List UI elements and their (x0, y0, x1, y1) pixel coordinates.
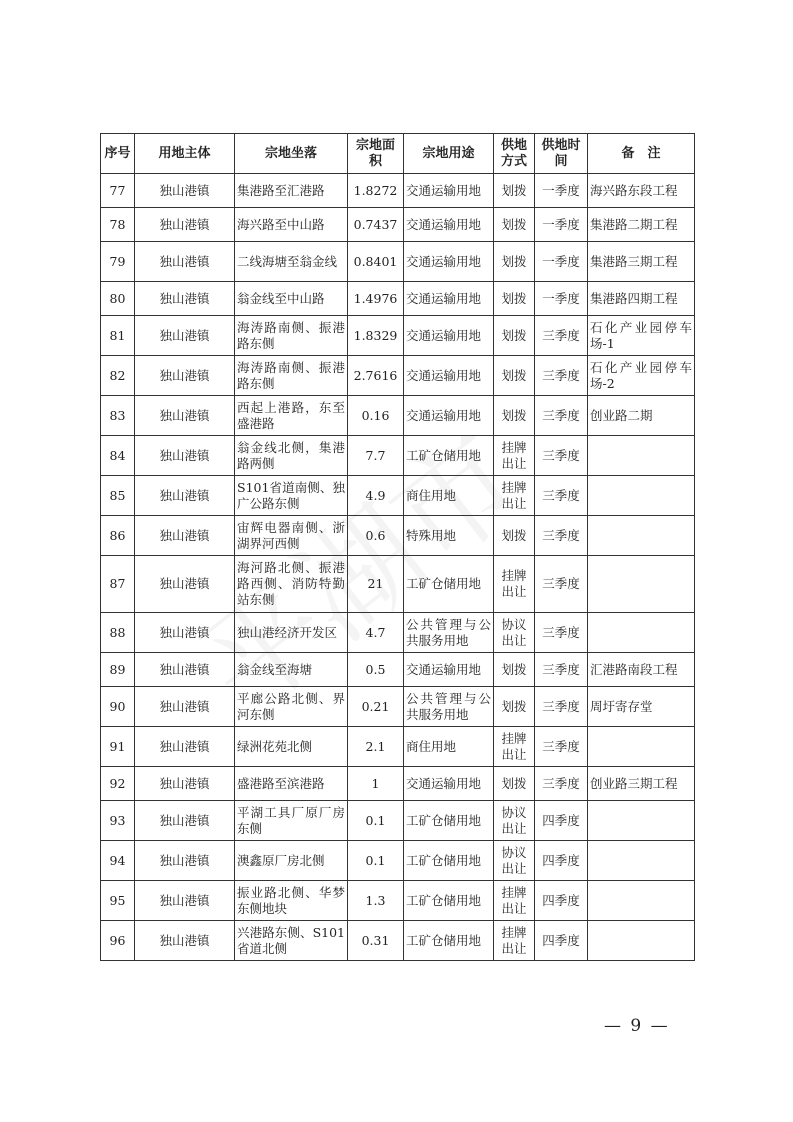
header-location: 宗地坐落 (235, 134, 348, 174)
seq-cell: 80 (101, 282, 135, 316)
seq-cell: 89 (101, 653, 135, 687)
remark-cell (588, 436, 695, 476)
subject-cell: 独山港镇 (135, 242, 235, 282)
subject-cell: 独山港镇 (135, 727, 235, 767)
table-row (101, 356, 695, 396)
table-row (101, 767, 695, 801)
table-row (101, 174, 695, 208)
supply-time-cell: 三季度 (535, 687, 588, 727)
supply-time-cell: 三季度 (535, 767, 588, 801)
supply-method-cell: 划拨 (494, 653, 535, 687)
remark-cell: 集港路三期工程 (588, 242, 695, 282)
remark-cell (588, 727, 695, 767)
subject-cell: 独山港镇 (135, 613, 235, 653)
remark-cell: 海兴路东段工程 (588, 174, 695, 208)
supply-time-cell: 三季度 (535, 653, 588, 687)
subject-cell: 独山港镇 (135, 881, 235, 921)
page-number: — 9 — (604, 1016, 670, 1036)
location-cell: 集港路至汇港路 (235, 174, 348, 208)
header-usage: 宗地用途 (404, 134, 494, 174)
subject-cell: 独山港镇 (135, 282, 235, 316)
header-remark: 备 注 (588, 134, 695, 174)
area-cell: 1.8272 (348, 174, 404, 208)
usage-cell: 公共管理与公共服务用地 (404, 687, 494, 727)
usage-cell: 交通运输用地 (404, 316, 494, 356)
supply-time-cell: 三季度 (535, 727, 588, 767)
remark-cell (588, 613, 695, 653)
location-cell: 海涛路南侧、振港路东侧 (235, 356, 348, 396)
usage-cell: 特殊用地 (404, 516, 494, 556)
subject-cell: 独山港镇 (135, 921, 235, 961)
location-cell: S101省道南侧、独广公路东侧 (235, 476, 348, 516)
usage-cell: 工矿仓储用地 (404, 881, 494, 921)
location-cell: 澳鑫原厂房北侧 (235, 841, 348, 881)
supply-method-cell: 挂牌出让 (494, 556, 535, 613)
location-cell: 振业路北侧、华梦东侧地块 (235, 881, 348, 921)
remark-cell: 石化产业园停车场-1 (588, 316, 695, 356)
seq-cell: 84 (101, 436, 135, 476)
seq-cell: 91 (101, 727, 135, 767)
table-row (101, 613, 695, 653)
usage-cell: 交通运输用地 (404, 174, 494, 208)
supply-time-cell: 一季度 (535, 208, 588, 242)
remark-cell (588, 476, 695, 516)
supply-method-cell: 划拨 (494, 282, 535, 316)
area-cell: 1 (348, 767, 404, 801)
supply-method-cell: 协议出让 (494, 801, 535, 841)
supply-method-cell: 划拨 (494, 516, 535, 556)
remark-cell (588, 556, 695, 613)
header-supply-time: 供地时间 (535, 134, 588, 174)
usage-cell: 公共管理与公共服务用地 (404, 613, 494, 653)
seq-cell: 94 (101, 841, 135, 881)
table-row (101, 727, 695, 767)
subject-cell: 独山港镇 (135, 316, 235, 356)
subject-cell: 独山港镇 (135, 516, 235, 556)
supply-time-cell: 三季度 (535, 516, 588, 556)
supply-method-cell: 挂牌出让 (494, 921, 535, 961)
usage-cell: 交通运输用地 (404, 396, 494, 436)
area-cell: 0.21 (348, 687, 404, 727)
table-row (101, 208, 695, 242)
table-row (101, 801, 695, 841)
subject-cell: 独山港镇 (135, 556, 235, 613)
supply-time-cell: 三季度 (535, 436, 588, 476)
remark-cell: 创业路三期工程 (588, 767, 695, 801)
area-cell: 0.7437 (348, 208, 404, 242)
location-cell: 西起上港路，东至盛港路 (235, 396, 348, 436)
area-cell: 2.1 (348, 727, 404, 767)
area-cell: 21 (348, 556, 404, 613)
location-cell: 盛港路至滨港路 (235, 767, 348, 801)
subject-cell: 独山港镇 (135, 208, 235, 242)
table-row (101, 396, 695, 436)
location-cell: 翁金线至中山路 (235, 282, 348, 316)
table-row (101, 282, 695, 316)
area-cell: 4.7 (348, 613, 404, 653)
remark-cell: 集港路四期工程 (588, 282, 695, 316)
subject-cell: 独山港镇 (135, 476, 235, 516)
seq-cell: 86 (101, 516, 135, 556)
location-cell: 翁金线至海塘 (235, 653, 348, 687)
seq-cell: 95 (101, 881, 135, 921)
supply-time-cell: 三季度 (535, 476, 588, 516)
supply-method-cell: 挂牌出让 (494, 881, 535, 921)
table-row (101, 653, 695, 687)
seq-cell: 77 (101, 174, 135, 208)
location-cell: 独山港经济开发区 (235, 613, 348, 653)
supply-method-cell: 划拨 (494, 396, 535, 436)
header-supply-method: 供地方式 (494, 134, 535, 174)
supply-time-cell: 四季度 (535, 841, 588, 881)
usage-cell: 工矿仓储用地 (404, 921, 494, 961)
location-cell: 绿洲花苑北侧 (235, 727, 348, 767)
supply-time-cell: 四季度 (535, 881, 588, 921)
remark-cell (588, 881, 695, 921)
seq-cell: 96 (101, 921, 135, 961)
area-cell: 0.6 (348, 516, 404, 556)
seq-cell: 83 (101, 396, 135, 436)
area-cell: 2.7616 (348, 356, 404, 396)
area-cell: 0.16 (348, 396, 404, 436)
location-cell: 海河路北侧、振港路西侧、消防特勤站东侧 (235, 556, 348, 613)
subject-cell: 独山港镇 (135, 801, 235, 841)
supply-time-cell: 四季度 (535, 921, 588, 961)
usage-cell: 交通运输用地 (404, 767, 494, 801)
area-cell: 7.7 (348, 436, 404, 476)
supply-method-cell: 划拨 (494, 356, 535, 396)
remark-cell (588, 516, 695, 556)
supply-method-cell: 挂牌出让 (494, 436, 535, 476)
area-cell: 1.3 (348, 881, 404, 921)
location-cell: 平湖工具厂原厂房东侧 (235, 801, 348, 841)
supply-method-cell: 划拨 (494, 208, 535, 242)
area-cell: 1.8329 (348, 316, 404, 356)
usage-cell: 交通运输用地 (404, 653, 494, 687)
header-area: 宗地面积 (348, 134, 404, 174)
usage-cell: 商住用地 (404, 476, 494, 516)
table-row (101, 687, 695, 727)
supply-method-cell: 挂牌出让 (494, 476, 535, 516)
supply-time-cell: 三季度 (535, 356, 588, 396)
supply-time-cell: 四季度 (535, 801, 588, 841)
remark-cell: 石化产业园停车场-2 (588, 356, 695, 396)
location-cell: 翁金线北侧，集港路两侧 (235, 436, 348, 476)
supply-time-cell: 一季度 (535, 242, 588, 282)
table-header-row (101, 134, 695, 174)
seq-cell: 81 (101, 316, 135, 356)
supply-method-cell: 划拨 (494, 767, 535, 801)
supply-time-cell: 一季度 (535, 282, 588, 316)
usage-cell: 交通运输用地 (404, 208, 494, 242)
area-cell: 0.31 (348, 921, 404, 961)
table-row (101, 841, 695, 881)
supply-method-cell: 协议出让 (494, 613, 535, 653)
seq-cell: 87 (101, 556, 135, 613)
table-row (101, 242, 695, 282)
location-cell: 二线海塘至翁金线 (235, 242, 348, 282)
supply-method-cell: 挂牌出让 (494, 727, 535, 767)
usage-cell: 交通运输用地 (404, 356, 494, 396)
subject-cell: 独山港镇 (135, 767, 235, 801)
subject-cell: 独山港镇 (135, 436, 235, 476)
remark-cell: 集港路二期工程 (588, 208, 695, 242)
remark-cell: 汇港路南段工程 (588, 653, 695, 687)
header-seq: 序号 (101, 134, 135, 174)
seq-cell: 85 (101, 476, 135, 516)
usage-cell: 交通运输用地 (404, 282, 494, 316)
land-supply-table (100, 133, 695, 961)
table-body (101, 174, 695, 961)
supply-time-cell: 一季度 (535, 174, 588, 208)
supply-method-cell: 协议出让 (494, 841, 535, 881)
supply-time-cell: 三季度 (535, 316, 588, 356)
usage-cell: 工矿仓储用地 (404, 801, 494, 841)
supply-time-cell: 三季度 (535, 556, 588, 613)
remark-cell: 周圩寄存堂 (588, 687, 695, 727)
area-cell: 1.4976 (348, 282, 404, 316)
table-row (101, 436, 695, 476)
usage-cell: 工矿仓储用地 (404, 556, 494, 613)
seq-cell: 79 (101, 242, 135, 282)
supply-method-cell: 划拨 (494, 174, 535, 208)
location-cell: 海兴路至中山路 (235, 208, 348, 242)
usage-cell: 工矿仓储用地 (404, 841, 494, 881)
remark-cell (588, 921, 695, 961)
remark-cell (588, 841, 695, 881)
location-cell: 兴港路东侧、S101省道北侧 (235, 921, 348, 961)
table-row (101, 476, 695, 516)
seq-cell: 93 (101, 801, 135, 841)
table-row (101, 921, 695, 961)
supply-method-cell: 划拨 (494, 687, 535, 727)
subject-cell: 独山港镇 (135, 841, 235, 881)
seq-cell: 90 (101, 687, 135, 727)
supply-method-cell: 划拨 (494, 316, 535, 356)
area-cell: 0.1 (348, 841, 404, 881)
usage-cell: 工矿仓储用地 (404, 436, 494, 476)
area-cell: 0.1 (348, 801, 404, 841)
usage-cell: 交通运输用地 (404, 242, 494, 282)
location-cell: 宙辉电器南侧、浙湖界河西侧 (235, 516, 348, 556)
area-cell: 0.5 (348, 653, 404, 687)
subject-cell: 独山港镇 (135, 687, 235, 727)
subject-cell: 独山港镇 (135, 356, 235, 396)
area-cell: 4.9 (348, 476, 404, 516)
table-row (101, 556, 695, 613)
subject-cell: 独山港镇 (135, 174, 235, 208)
seq-cell: 78 (101, 208, 135, 242)
remark-cell: 创业路二期 (588, 396, 695, 436)
supply-method-cell: 划拨 (494, 242, 535, 282)
header-subject: 用地主体 (135, 134, 235, 174)
table-row (101, 516, 695, 556)
location-cell: 平廊公路北侧、界河东侧 (235, 687, 348, 727)
usage-cell: 商住用地 (404, 727, 494, 767)
remark-cell (588, 801, 695, 841)
supply-time-cell: 三季度 (535, 396, 588, 436)
table-row (101, 881, 695, 921)
seq-cell: 88 (101, 613, 135, 653)
seq-cell: 92 (101, 767, 135, 801)
subject-cell: 独山港镇 (135, 653, 235, 687)
subject-cell: 独山港镇 (135, 396, 235, 436)
location-cell: 海涛路南侧、振港路东侧 (235, 316, 348, 356)
area-cell: 0.8401 (348, 242, 404, 282)
supply-time-cell: 三季度 (535, 613, 588, 653)
seq-cell: 82 (101, 356, 135, 396)
table-row (101, 316, 695, 356)
